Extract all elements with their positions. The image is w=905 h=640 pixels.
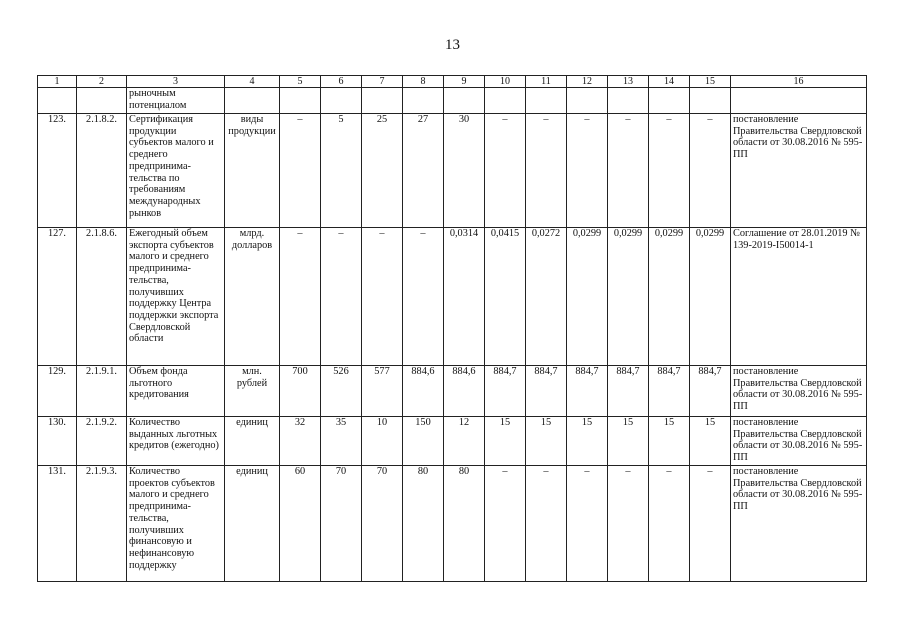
column-header: 6: [321, 76, 362, 88]
table-cell: [526, 88, 567, 114]
table-cell: 70: [362, 466, 403, 582]
column-header: 7: [362, 76, 403, 88]
table-cell: –: [321, 228, 362, 366]
table-cell: 884,7: [567, 366, 608, 417]
table-cell: 884,7: [649, 366, 690, 417]
table-cell: 0,0299: [649, 228, 690, 366]
table-cell: 131.: [38, 466, 77, 582]
table-cell: 70: [321, 466, 362, 582]
table-cell: 123.: [38, 114, 77, 228]
table-cell: –: [362, 228, 403, 366]
table-cell: 0,0314: [444, 228, 485, 366]
table-cell: –: [567, 466, 608, 582]
table-header-row: [38, 76, 867, 88]
table-cell: 5: [321, 114, 362, 228]
table-cell: [280, 88, 321, 114]
table-cell: 2.1.9.2.: [77, 417, 127, 466]
table-cell: 32: [280, 417, 321, 466]
table-cell: 10: [362, 417, 403, 466]
table-cell: Количество выданных льготных кредитов (ежегодно): [127, 417, 225, 466]
table-cell: –: [649, 466, 690, 582]
table-cell: Объем фонда льготного кредитования: [127, 366, 225, 417]
table-cell: 2.1.8.6.: [77, 228, 127, 366]
table-cell: постановление Правительства Свердловской области от 30.08.2016 № 595-ПП: [731, 114, 867, 228]
table-cell: [321, 88, 362, 114]
table-cell: 577: [362, 366, 403, 417]
table-cell: 700: [280, 366, 321, 417]
table-cell: [649, 88, 690, 114]
table-cell: [225, 88, 280, 114]
table-cell: Соглашение от 28.01.2019 № 139-2019-I50014-1: [731, 228, 867, 366]
table-cell: 2.1.8.2.: [77, 114, 127, 228]
table-cell: 884,7: [608, 366, 649, 417]
table-cell: Сертификация продукции субъектов малого и среднего предпринима-тельства по требованиям международных рынков: [127, 114, 225, 228]
table-cell: 2.1.9.1.: [77, 366, 127, 417]
table-cell: –: [485, 466, 526, 582]
column-header: 4: [225, 76, 280, 88]
table-cell: 2.1.9.3.: [77, 466, 127, 582]
column-header: 5: [280, 76, 321, 88]
page-number: 13: [445, 37, 460, 53]
table-cell: [38, 88, 77, 114]
table-cell: –: [690, 114, 731, 228]
table-cell: 884,7: [690, 366, 731, 417]
table-cell: 129.: [38, 366, 77, 417]
table-cell: 0,0415: [485, 228, 526, 366]
table-cell: [403, 88, 444, 114]
table-cell: 25: [362, 114, 403, 228]
table-row: [38, 228, 867, 366]
table-cell: 0,0272: [526, 228, 567, 366]
table-cell: млрд. долларов: [225, 228, 280, 366]
column-header: 16: [731, 76, 867, 88]
table-cell: 150: [403, 417, 444, 466]
table-row: [38, 366, 867, 417]
table-cell: 60: [280, 466, 321, 582]
table-cell: [485, 88, 526, 114]
column-header: 13: [608, 76, 649, 88]
table-cell: [690, 88, 731, 114]
table-cell: 12: [444, 417, 485, 466]
table-cell: –: [649, 114, 690, 228]
table-cell: 884,6: [403, 366, 444, 417]
table-cell: постановление Правительства Свердловской области от 30.08.2016 № 595-ПП: [731, 417, 867, 466]
table-cell: 15: [608, 417, 649, 466]
indicators-table: [37, 75, 867, 582]
table-cell: 27: [403, 114, 444, 228]
table-cell: –: [526, 114, 567, 228]
table-cell: 15: [649, 417, 690, 466]
table-cell: единиц: [225, 466, 280, 582]
table-cell: –: [608, 466, 649, 582]
table-cell: [77, 88, 127, 114]
column-header: 2: [77, 76, 127, 88]
table-cell: Ежегодный объем экспорта субъектов малого и среднего предпринима-тельства, получивших поддержку Центра поддержки экспорта Свердловской области: [127, 228, 225, 366]
table-cell: 80: [444, 466, 485, 582]
table-cell: 0,0299: [567, 228, 608, 366]
table-cell: постановление Правительства Свердловской области от 30.08.2016 № 595-ПП: [731, 466, 867, 582]
table-cell: –: [526, 466, 567, 582]
table-row: [38, 114, 867, 228]
table-cell: 130.: [38, 417, 77, 466]
table-cell: виды продукции: [225, 114, 280, 228]
table-cell: 0,0299: [608, 228, 649, 366]
table-cell: –: [403, 228, 444, 366]
column-header: 12: [567, 76, 608, 88]
table-cell: 526: [321, 366, 362, 417]
table-cell: –: [608, 114, 649, 228]
table-cell: 884,6: [444, 366, 485, 417]
column-header: 9: [444, 76, 485, 88]
table-cell: 0,0299: [690, 228, 731, 366]
column-header: 15: [690, 76, 731, 88]
table-cell: единиц: [225, 417, 280, 466]
table-cell: [731, 88, 867, 114]
table-cell: 35: [321, 417, 362, 466]
table-cell: 15: [567, 417, 608, 466]
table-cell: 80: [403, 466, 444, 582]
table-cell: –: [567, 114, 608, 228]
table-row: [38, 466, 867, 582]
table-cell: [608, 88, 649, 114]
table-cell: –: [485, 114, 526, 228]
table-cell: –: [280, 114, 321, 228]
table-cell: Количество проектов субъектов малого и среднего предпринима-тельства, получивших финансовую и нефинансовую поддержку: [127, 466, 225, 582]
table-cell: –: [690, 466, 731, 582]
table-cell: 30: [444, 114, 485, 228]
table-cell: млн. рублей: [225, 366, 280, 417]
column-header: 1: [38, 76, 77, 88]
table-cell: 15: [690, 417, 731, 466]
table-cell: 884,7: [485, 366, 526, 417]
table-cell: 127.: [38, 228, 77, 366]
table-cell: 15: [485, 417, 526, 466]
column-header: 11: [526, 76, 567, 88]
table-row: [38, 417, 867, 466]
column-header: 8: [403, 76, 444, 88]
table-cell: [567, 88, 608, 114]
table-cell: [444, 88, 485, 114]
table-cell: [362, 88, 403, 114]
table-cell: –: [280, 228, 321, 366]
table-cell: постановление Правительства Свердловской области от 30.08.2016 № 595-ПП: [731, 366, 867, 417]
column-header: 3: [127, 76, 225, 88]
column-header: 10: [485, 76, 526, 88]
column-header: 14: [649, 76, 690, 88]
table-cell: 15: [526, 417, 567, 466]
table-cell: рыночным потенциалом: [127, 88, 225, 114]
table-row: [38, 88, 867, 114]
table-cell: 884,7: [526, 366, 567, 417]
